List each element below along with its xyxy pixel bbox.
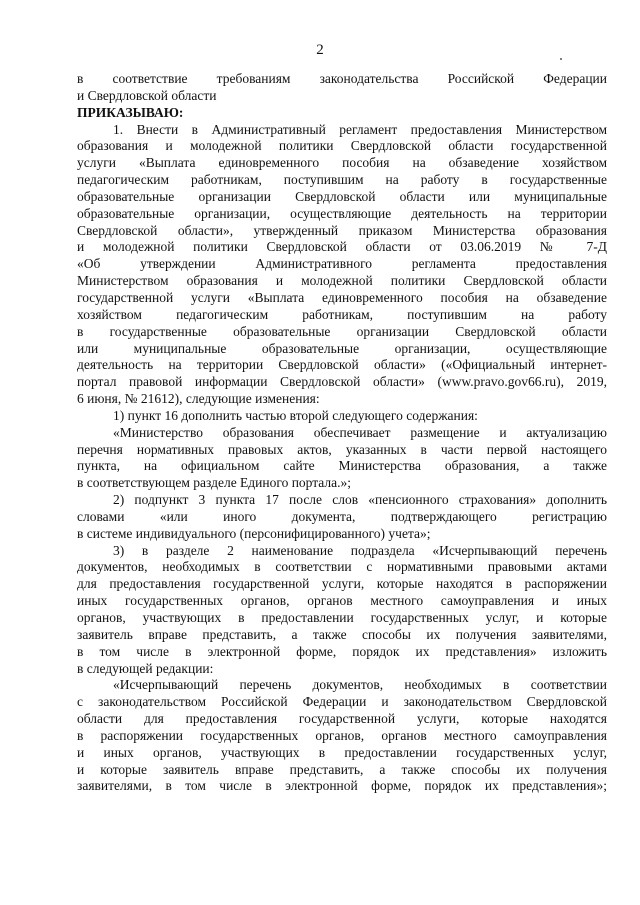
page-number: 2 bbox=[316, 42, 324, 58]
text-line: документов, необходимых в соответствии с нормативными правовыми актами bbox=[77, 559, 607, 575]
text-line: государственной услуги «Выплата единовременного пособия на обзаведение bbox=[77, 289, 607, 305]
text-line: педагогическим работникам, поступившим на работу в государственные bbox=[77, 172, 607, 188]
text-line: портал правовой информации Свердловской области» (www.pravo.gov66.ru), 2019, bbox=[77, 374, 607, 390]
text-line: образовательные организации, осуществляющие деятельность на территории bbox=[77, 205, 607, 221]
text-line: заявителями, в том числе в электронной форме, порядок их представления»; bbox=[77, 778, 607, 794]
text-line: и которые заявитель вправе представить, а также способы их получения bbox=[77, 761, 607, 777]
text-line: 1. Внести в Административный регламент предоставления Министерством bbox=[113, 121, 607, 137]
text-line: 6 июня, № 21612), следующие изменения: bbox=[77, 391, 320, 407]
text-line: услуги «Выплата единовременного пособия на обзаведение хозяйством bbox=[77, 155, 607, 171]
text-line: образовательные организации Свердловской области или муниципальные bbox=[77, 188, 607, 204]
text-line: хозяйством педагогическим работникам, поступившим на работу bbox=[77, 306, 607, 322]
text-line: с законодательством Российской Федерации и законодательством Свердловской bbox=[77, 694, 607, 710]
text-line: в том числе в электронной форме, порядок их представления» изложить bbox=[77, 643, 607, 659]
text-line: образования и молодежной политики Свердловской области государственной bbox=[77, 138, 607, 154]
text-line: «Министерство образования обеспечивает размещение и актуализацию bbox=[113, 424, 607, 440]
text-line: «Исчерпывающий перечень документов, необходимых в соответствии bbox=[113, 677, 607, 693]
text-line: в государственные образовательные организации Свердловской области bbox=[77, 323, 607, 339]
text-line: пункта, на официальном сайте Министерства образования, а также bbox=[77, 458, 607, 474]
text-line: иных государственных органов, органов местного самоуправления и иных bbox=[77, 593, 607, 609]
text-line: заявитель вправе представить, а также способы их получения заявителями, bbox=[77, 626, 607, 642]
text-line: Свердловской области», утвержденный приказом Министерства образования bbox=[77, 222, 607, 238]
text-line: перечня нормативных правовых актов, указанных в части первой настоящего bbox=[77, 441, 607, 457]
text-line: и Свердловской области bbox=[77, 87, 217, 103]
scan-speck bbox=[560, 58, 562, 60]
text-line: 2) подпункт 3 пункта 17 после слов «пенсионного страхования» дополнить bbox=[113, 492, 607, 508]
text-line: в соответствующем разделе Единого портала.»; bbox=[77, 475, 352, 491]
text-line: и молодежной политики Свердловской области от 03.06.2019 № 7-Д bbox=[77, 239, 607, 255]
text-line: Министерством образования и молодежной политики Свердловской области bbox=[77, 273, 607, 289]
text-line: в следующей редакции: bbox=[77, 660, 214, 676]
text-line: органов, участвующих в предоставлении государственных услуг, и которые bbox=[77, 610, 607, 625]
text-line: и иных органов, участвующих в предоставлении государственных услуг, bbox=[77, 744, 607, 760]
text-line: «Об утверждении Административного регламента предоставления bbox=[77, 256, 607, 272]
text-line: в системе индивидуального (персонифицированного) учета»; bbox=[77, 525, 431, 541]
text-line: области для предоставления государственной услуги, которые находятся bbox=[77, 711, 607, 727]
text-line: 1) пункт 16 дополнить частью второй следующего содержания: bbox=[113, 407, 478, 423]
text-line: в распоряжении государственных органов, органов местного самоуправления bbox=[77, 727, 607, 743]
text-line: в соответствие требованиям законодательства Российской Федерации bbox=[77, 71, 607, 86]
order-heading: ПРИКАЗЫВАЮ: bbox=[77, 104, 184, 120]
text-line: для предоставления государственной услуги, которые находятся в распоряжении bbox=[77, 576, 607, 592]
text-line: или муниципальные образовательные организации, осуществляющие bbox=[77, 340, 607, 356]
text-line: деятельность на территории Свердловской области» («Официальный интернет- bbox=[77, 357, 607, 373]
text-line: словами «или иного документа, подтверждающего регистрацию bbox=[77, 508, 607, 524]
text-line: 3) в разделе 2 наименование подраздела «Исчерпывающий перечень bbox=[113, 542, 607, 558]
document-body bbox=[77, 71, 607, 795]
